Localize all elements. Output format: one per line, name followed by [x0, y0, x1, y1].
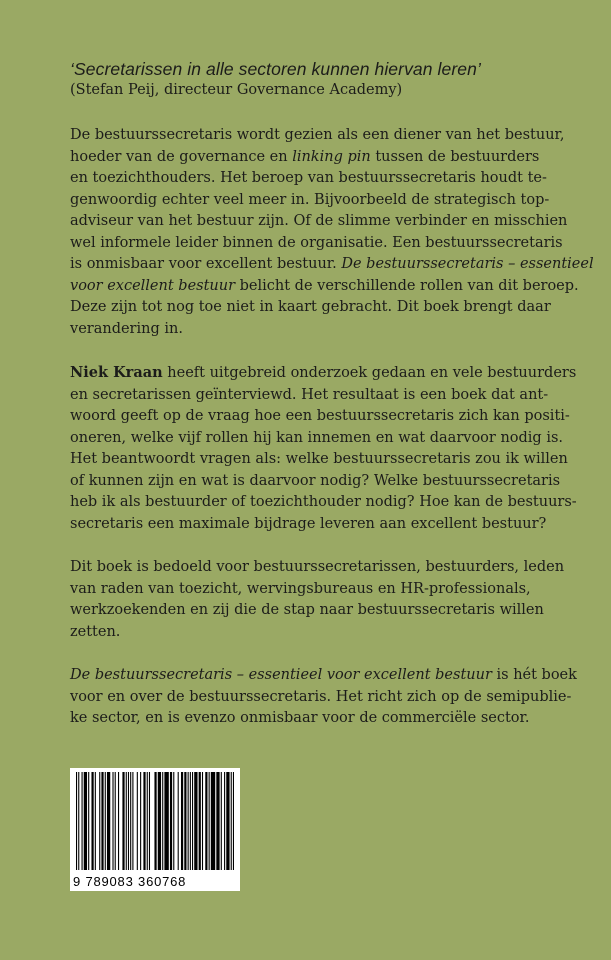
text-line: ke sector, en is evenzo onmisbaar voor de commerciële sector.: [70, 710, 530, 726]
text-line: genwoordig echter veel meer in. Bijvoorbeeld de strategisch top-: [70, 191, 550, 208]
author-paragraph: [70, 362, 590, 535]
text-line: secretaris een maximale bijdrage leveren aan excellent bestuur?: [70, 515, 547, 532]
barcode-bar: [216, 772, 219, 870]
endorsement-quote: ‘Secretarissen in alle sectoren kunnen hiervan leren’: [70, 59, 481, 79]
barcode-bar: [154, 772, 156, 870]
barcode-bar: [84, 772, 87, 870]
barcode-bar: [221, 772, 222, 870]
barcode-bar: [76, 772, 77, 870]
barcode-bar: [107, 772, 110, 870]
barcode-bar: [164, 772, 168, 870]
book-title-italic: voor excellent bestuur: [70, 277, 236, 294]
text-line: en secretarissen geïnterviewd. Het resultaat is een boek dat ant-: [70, 386, 549, 403]
barcode-bar: [82, 772, 83, 870]
text-line: [70, 665, 590, 687]
audience-paragraph: [70, 557, 590, 643]
barcode-bar: [188, 772, 189, 870]
barcode-bar: [199, 772, 201, 870]
barcode-bar: [173, 772, 174, 870]
text-line: De bestuurssecretaris wordt gezien als een diener van het bestuur,: [70, 127, 565, 143]
book-title-italic: De bestuurssecretaris – essentieel voor excellent bestuur: [70, 667, 492, 683]
text-line: werkzoekenden en zij die de stap naar bestuurssecretaris willen: [70, 602, 544, 618]
text-line: [70, 254, 594, 276]
barcode-bar: [178, 772, 179, 870]
barcode-bar: [99, 772, 100, 870]
barcode-bar: [126, 772, 127, 870]
barcode-bar: [112, 772, 113, 870]
barcode-bar: [105, 772, 106, 870]
barcode-bar: [190, 772, 191, 870]
text-line: woord geeft op de vraag hoe een bestuurssecretaris zich kan positi-: [70, 408, 570, 424]
text-line: [70, 362, 590, 385]
quote-attribution: (Stefan Peij, directeur Governance Academy): [70, 82, 403, 98]
barcode-bar: [205, 772, 207, 870]
text-line: Dit boek is bedoeld voor bestuurssecretarissen, bestuurders, leden: [70, 559, 565, 575]
text-line: Het beantwoordt vragen als: welke bestuurssecretaris zou ik willen: [70, 451, 568, 467]
barcode-bars: [70, 768, 240, 873]
barcode-bar: [181, 772, 183, 870]
text-span: heeft uitgebreid onderzoek gedaan en vele bestuurders: [162, 365, 577, 381]
book-title-italic: De bestuurssecretaris – essentieel: [341, 256, 594, 272]
text-span: is onmisbaar voor excellent bestuur.: [70, 256, 342, 272]
barcode-bar: [202, 772, 203, 870]
text-line: zetten.: [70, 623, 121, 640]
barcode-bar: [147, 772, 148, 870]
barcode-bar: [118, 772, 119, 870]
barcode-bar: [149, 772, 150, 870]
text-line: heb ik als bestuurder of toezichthouder nodig? Hoe kan de bestuurs-: [70, 494, 577, 510]
barcode-bar: [170, 772, 172, 870]
barcode-bar: [226, 772, 229, 870]
barcode-bar: [231, 772, 232, 870]
text-line: Deze zijn tot nog toe niet in kaart gebracht. Dit boek brengt daar: [70, 299, 551, 315]
text-span: tussen de bestuurders: [370, 148, 540, 165]
barcode-bar: [78, 772, 79, 870]
text-line: adviseur van het bestuur zijn. Of de slimme verbinder en misschien: [70, 213, 568, 229]
barcode-bar: [88, 772, 89, 870]
barcode-bar: [122, 772, 124, 870]
text-line: of kunnen zijn en wat is daarvoor nodig? Welke bestuurssecretaris: [70, 472, 561, 489]
text-line: oneren, welke vijf rollen hij kan innemen en wat daarvoor nodig is.: [70, 429, 564, 446]
barcode-bar: [233, 772, 234, 870]
barcode-bar: [115, 772, 116, 870]
text-line: van raden van toezicht, wervingsbureaus en HR-professionals,: [70, 580, 531, 597]
intro-paragraph: [70, 125, 594, 340]
text-span: belicht de verschillende rollen van dit beroep.: [235, 277, 579, 294]
text-line: [70, 276, 590, 298]
barcode-bar: [132, 772, 133, 870]
text-line: voor en over de bestuurssecretaris. Het richt zich op de semipublie-: [70, 688, 572, 705]
barcode-bar: [162, 772, 163, 870]
text-line: en toezichthouders. Het beroep van bestuurssecretaris houdt te-: [70, 170, 547, 186]
barcode-bar: [101, 772, 103, 870]
barcode-bar: [224, 772, 225, 870]
text-line: verandering in.: [70, 320, 183, 337]
barcode-bar: [194, 772, 197, 870]
barcode-bar: [211, 772, 215, 870]
barcode-bar: [128, 772, 129, 870]
text-line: [70, 147, 590, 169]
barcode-bar: [130, 772, 131, 870]
isbn-number: 9 789083 360768: [73, 874, 187, 889]
text-line: wel informele leider binnen de organisatie. Een bestuurssecretaris: [70, 234, 563, 251]
back-cover-text: [70, 58, 594, 752]
isbn-barcode: [70, 768, 240, 891]
barcode-bar: [158, 772, 161, 870]
emphasis-linking-pin: linking pin: [292, 148, 371, 165]
barcode-bar: [184, 772, 186, 870]
closing-paragraph: [70, 665, 590, 730]
barcode-bar: [140, 772, 141, 870]
barcode-bar: [192, 772, 193, 870]
text-span: is hét boek: [491, 667, 577, 683]
barcode-bar: [209, 772, 210, 870]
text-span: hoeder van de governance en: [70, 148, 293, 165]
barcode-bar: [137, 772, 138, 870]
barcode-bar: [143, 772, 145, 870]
barcode-bar: [95, 772, 96, 870]
author-name: Niek Kraan: [70, 364, 163, 381]
barcode-bar: [91, 772, 93, 870]
